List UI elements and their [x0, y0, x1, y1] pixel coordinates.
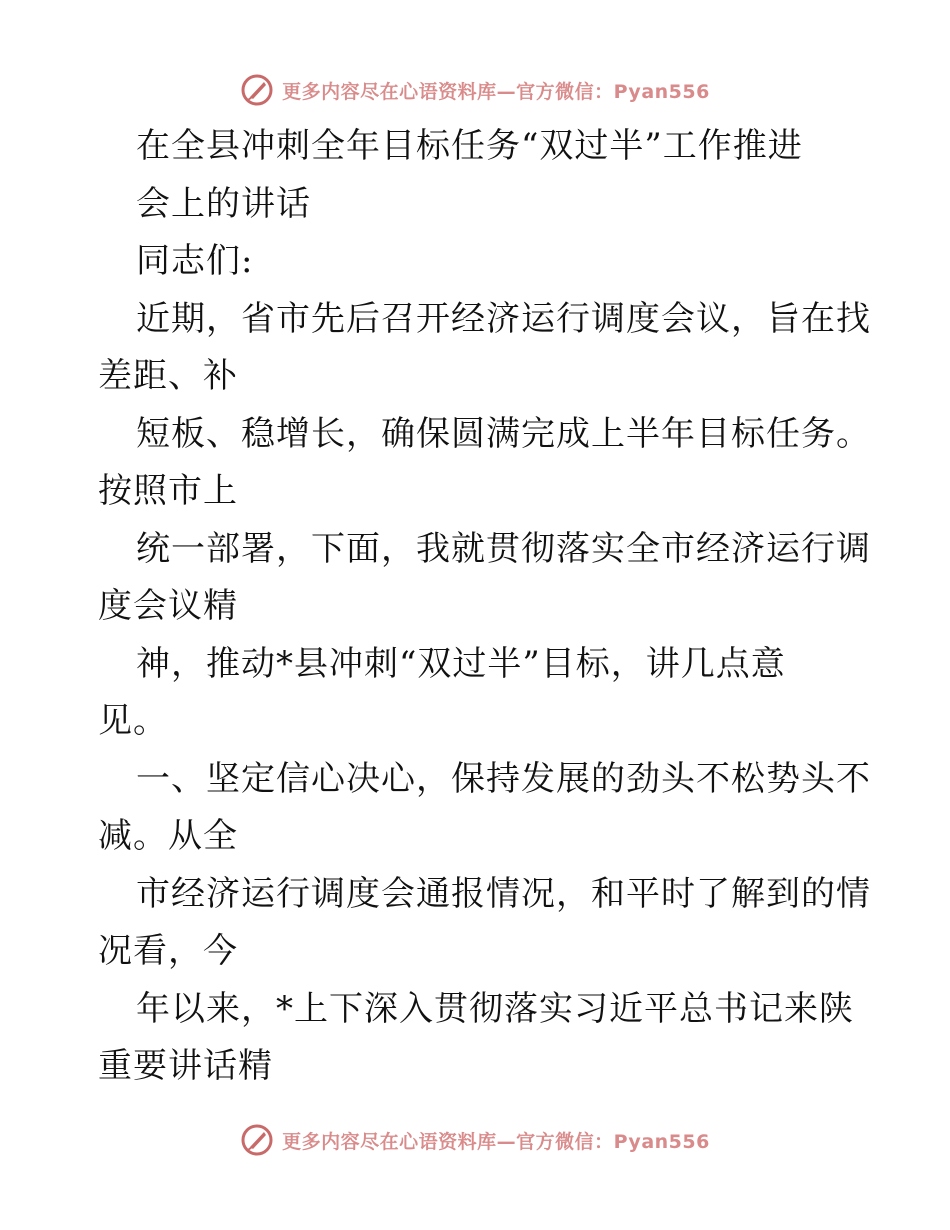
- text-line: 神，推动*县冲刺“双过半”目标，讲几点意: [136, 643, 786, 684]
- footer-watermark-text: 更多内容尽在心语资料库—官方微信：Pyan556: [282, 1130, 710, 1153]
- text-line: 会上的讲话: [136, 183, 311, 224]
- text-line: 按照市上: [98, 471, 238, 511]
- text-line: 见。: [98, 701, 168, 741]
- text-line: 统一部署，下面，我就贯彻落实全市经济运行调: [136, 528, 871, 569]
- text-line: 重要讲话精: [98, 1046, 273, 1086]
- quill-seal-icon: [240, 73, 274, 107]
- header-watermark: [0, 70, 950, 110]
- text-line: 一、坚定信心决心，保持发展的劲头不松势头不: [136, 758, 871, 799]
- text-line: 年以来，*上下深入贯彻落实习近平总书记来陕: [136, 988, 854, 1029]
- footer-watermark: [0, 1120, 950, 1160]
- text-line: 况看，今: [98, 931, 238, 971]
- text-line: 近期，省市先后召开经济运行调度会议，旨在找: [136, 298, 871, 339]
- document-body: [98, 118, 871, 1096]
- text-line: 在全县冲刺全年目标任务“双过半”工作推进: [136, 126, 803, 166]
- header-watermark-text: 更多内容尽在心语资料库—官方微信：Pyan556: [282, 80, 710, 103]
- text-line: 同志们:: [136, 241, 254, 281]
- text-line: 差距、补: [98, 356, 238, 396]
- quill-seal-icon: [240, 1123, 274, 1157]
- text-line: 短板、稳增长，确保圆满完成上半年目标任务。: [136, 413, 871, 454]
- text-line: 减。从全: [98, 816, 238, 856]
- text-line: 度会议精: [98, 586, 238, 626]
- text-line: 市经济运行调度会通报情况，和平时了解到的情: [136, 873, 871, 914]
